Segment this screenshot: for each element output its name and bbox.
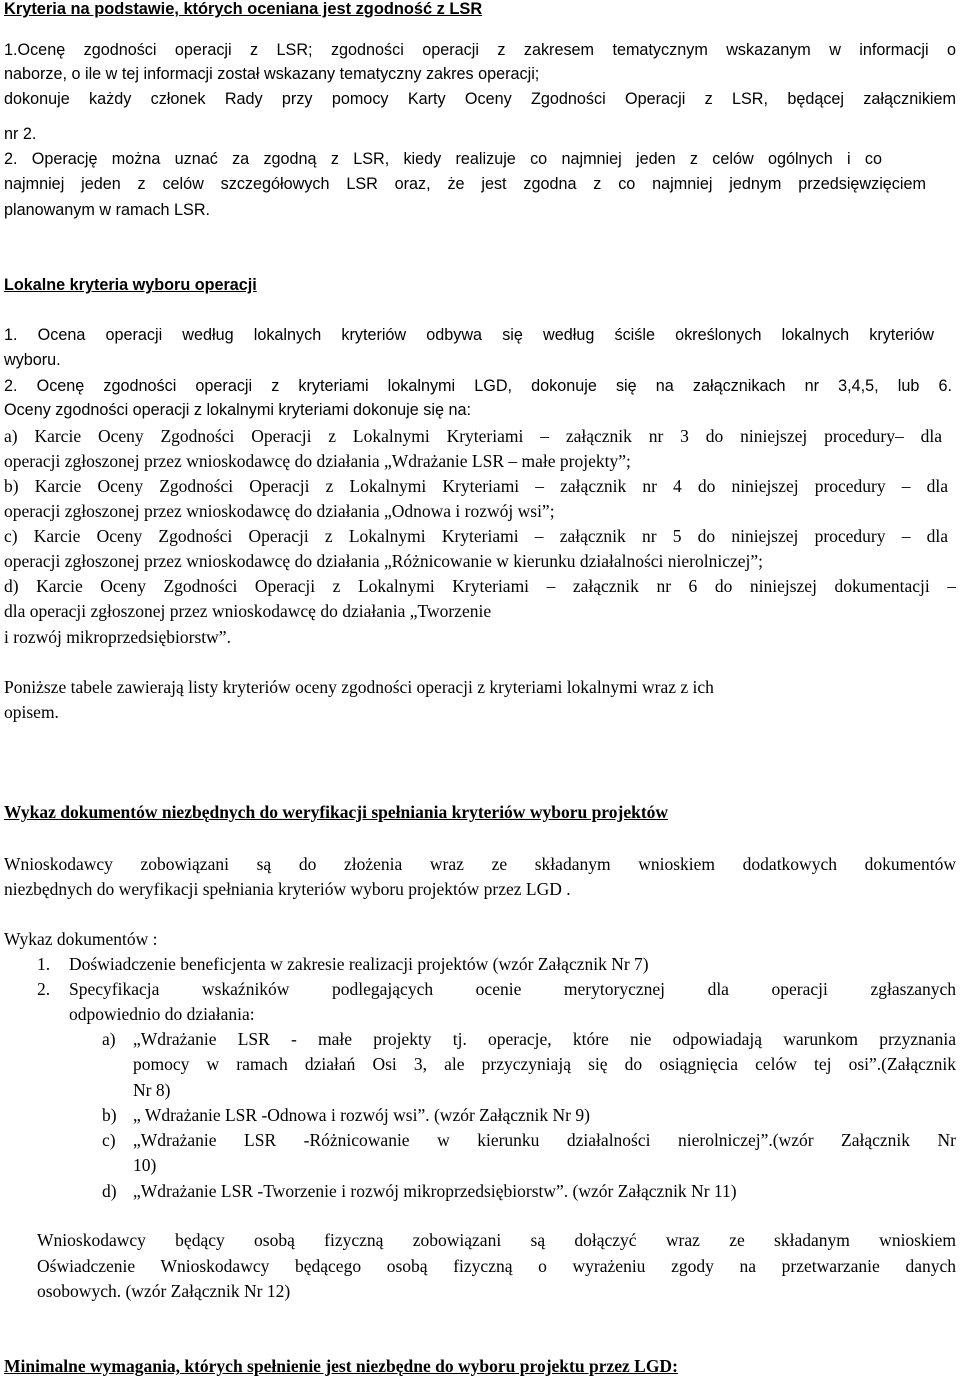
paragraph-line: naborze, o ile w tej informacji został wskazany tematyczny zakres operacji; (4, 65, 540, 83)
section-heading-lsr-criteria: Kryteria na podstawie, których oceniana jest zgodność z LSR (4, 0, 483, 18)
paragraph-line: 2. Operację można uznać za zgodną z LSR, kiedy realizuje co najmniej jeden z celów ogólnych i co (4, 150, 882, 168)
list-item-annex-4: b) Karcie Oceny Zgodności Operacji z Lokalnymi Kryteriami – załącznik nr 4 do niniejszej procedury – dla (4, 476, 948, 496)
paragraph-line: operacji zgłoszonej przez wnioskodawcę do działania „Odnowa i rozwój wsi”; (4, 501, 555, 521)
list-item-annex-6: d) Karcie Oceny Zgodności Operacji z Lokalnymi Kryteriami – załącznik nr 6 do niniejszej dokumentacji – (4, 576, 956, 596)
paragraph-line: dla operacji zgłoszonej przez wnioskodawcę do działania „Tworzenie (4, 601, 492, 621)
list-item-document-1: Doświadczenie beneficjenta w zakresie realizacji projektów (wzór Załącznik Nr 7) (69, 954, 649, 974)
sublist-letter: d) (102, 1181, 117, 1201)
list-number: 2. (37, 979, 51, 999)
paragraph-line: Poniższe tabele zawierają listy kryteriów oceny zgodności operacji z kryteriami lokalnymi wraz z ich (4, 677, 714, 697)
paragraph-line: Wnioskodawcy zobowiązani są do złożenia wraz ze składanym wnioskiem dodatkowych dokumentów (4, 854, 956, 874)
sublist-letter: a) (102, 1029, 116, 1049)
paragraph-line: dokonuje każdy członek Rady przy pomocy Karty Oceny Zgodności Operacji z LSR, będącej załącznikiem (4, 90, 956, 108)
paragraph-line: niezbędnych do weryfikacji spełniania kryteriów wyboru projektów przez LGD . (4, 879, 571, 899)
paragraph-line: pomocy w ramach działań Osi 3, ale przyczyniają się do osiągnięcia celów tej osi”.(Załącznik (133, 1054, 956, 1074)
paragraph-line: nr 2. (4, 125, 37, 143)
paragraph-line: operacji zgłoszonej przez wnioskodawcę do działania „Różnicowanie w kierunku działalności nierolniczej”; (4, 551, 763, 571)
paragraph-line: wyboru. (4, 351, 61, 369)
paragraph-line: 2. Ocenę zgodności operacji z kryteriami lokalnymi LGD, dokonuje się na załącznikach nr 3,4,5, lub 6. (4, 377, 952, 395)
paragraph-line: operacji zgłoszonej przez wnioskodawcę do działania „Wdrażanie LSR – małe projekty”; (4, 451, 631, 471)
paragraph-line: planowanym w ramach LSR. (4, 201, 211, 219)
section-heading-documents: Wykaz dokumentów niezbędnych do weryfikacji spełniania kryteriów wyboru projektów (4, 802, 669, 822)
paragraph-line: Wnioskodawcy będący osobą fizyczną zobowiązani są dołączyć wraz ze składanym wnioskiem (37, 1230, 956, 1250)
paragraph-line: 1. Ocena operacji według lokalnych kryteriów odbywa się według ściśle określonych lokalnych kryteriów (4, 326, 934, 344)
paragraph-line: odpowiednio do działania: (69, 1004, 255, 1024)
paragraph-line: 10) (133, 1155, 157, 1175)
sublist-item-d: „Wdrażanie LSR -Tworzenie i rozwój mikroprzedsiębiorstw”. (wzór Załącznik Nr 11) (133, 1181, 737, 1201)
sublist-item-b: „ Wdrażanie LSR -Odnowa i rozwój wsi”. (wzór Załącznik Nr 9) (133, 1105, 590, 1125)
list-item-annex-5: c) Karcie Oceny Zgodności Operacji z Lokalnymi Kryteriami – załącznik nr 5 do niniejszej procedury – dla (4, 526, 948, 546)
list-item-annex-3: a) Karcie Oceny Zgodności Operacji z Lokalnymi Kryteriami – załącznik nr 3 do niniejszej procedury– dla (4, 426, 942, 446)
section-heading-local-criteria: Lokalne kryteria wyboru operacji (4, 276, 257, 294)
section-heading-minimum-requirements: Minimalne wymagania, których spełnienie jest niezbędne do wyboru projektu przez LGD: (4, 1356, 678, 1376)
list-label: Wykaz dokumentów : (4, 929, 158, 949)
sublist-item-c: „Wdrażanie LSR -Różnicowanie w kierunku działalności nierolniczej”.(wzór Załącznik Nr (133, 1130, 956, 1150)
paragraph-line: osobowych. (wzór Załącznik Nr 12) (37, 1281, 291, 1301)
list-number: 1. (37, 954, 51, 974)
paragraph-line: opisem. (4, 702, 59, 722)
paragraph-line: Nr 8) (133, 1080, 171, 1100)
paragraph-line: Oświadczenie Wnioskodawcy będącego osobą fizyczną o wyrażeniu zgody na przetwarzanie danych (37, 1256, 956, 1276)
sublist-item-a: „Wdrażanie LSR - małe projekty tj. operacje, które nie odpowiadają warunkom przyznania (133, 1029, 956, 1049)
paragraph-line: najmniej jeden z celów szczegółowych LSR oraz, że jest zgodna z co najmniej jednym przedsięwzięciem (4, 175, 926, 193)
sublist-letter: c) (102, 1130, 116, 1150)
paragraph-line: Oceny zgodności operacji z lokalnymi kryteriami dokonuje się na: (4, 401, 471, 419)
list-item-document-2: Specyfikacja wskaźników podlegających ocenie merytorycznej dla operacji zgłaszanych (69, 979, 956, 999)
paragraph-line: 1.Ocenę zgodności operacji z LSR; zgodności operacji z zakresem tematycznym wskazanym w informacji o (4, 41, 956, 59)
paragraph-line: i rozwój mikroprzedsiębiorstw”. (4, 627, 231, 647)
sublist-letter: b) (102, 1105, 117, 1125)
